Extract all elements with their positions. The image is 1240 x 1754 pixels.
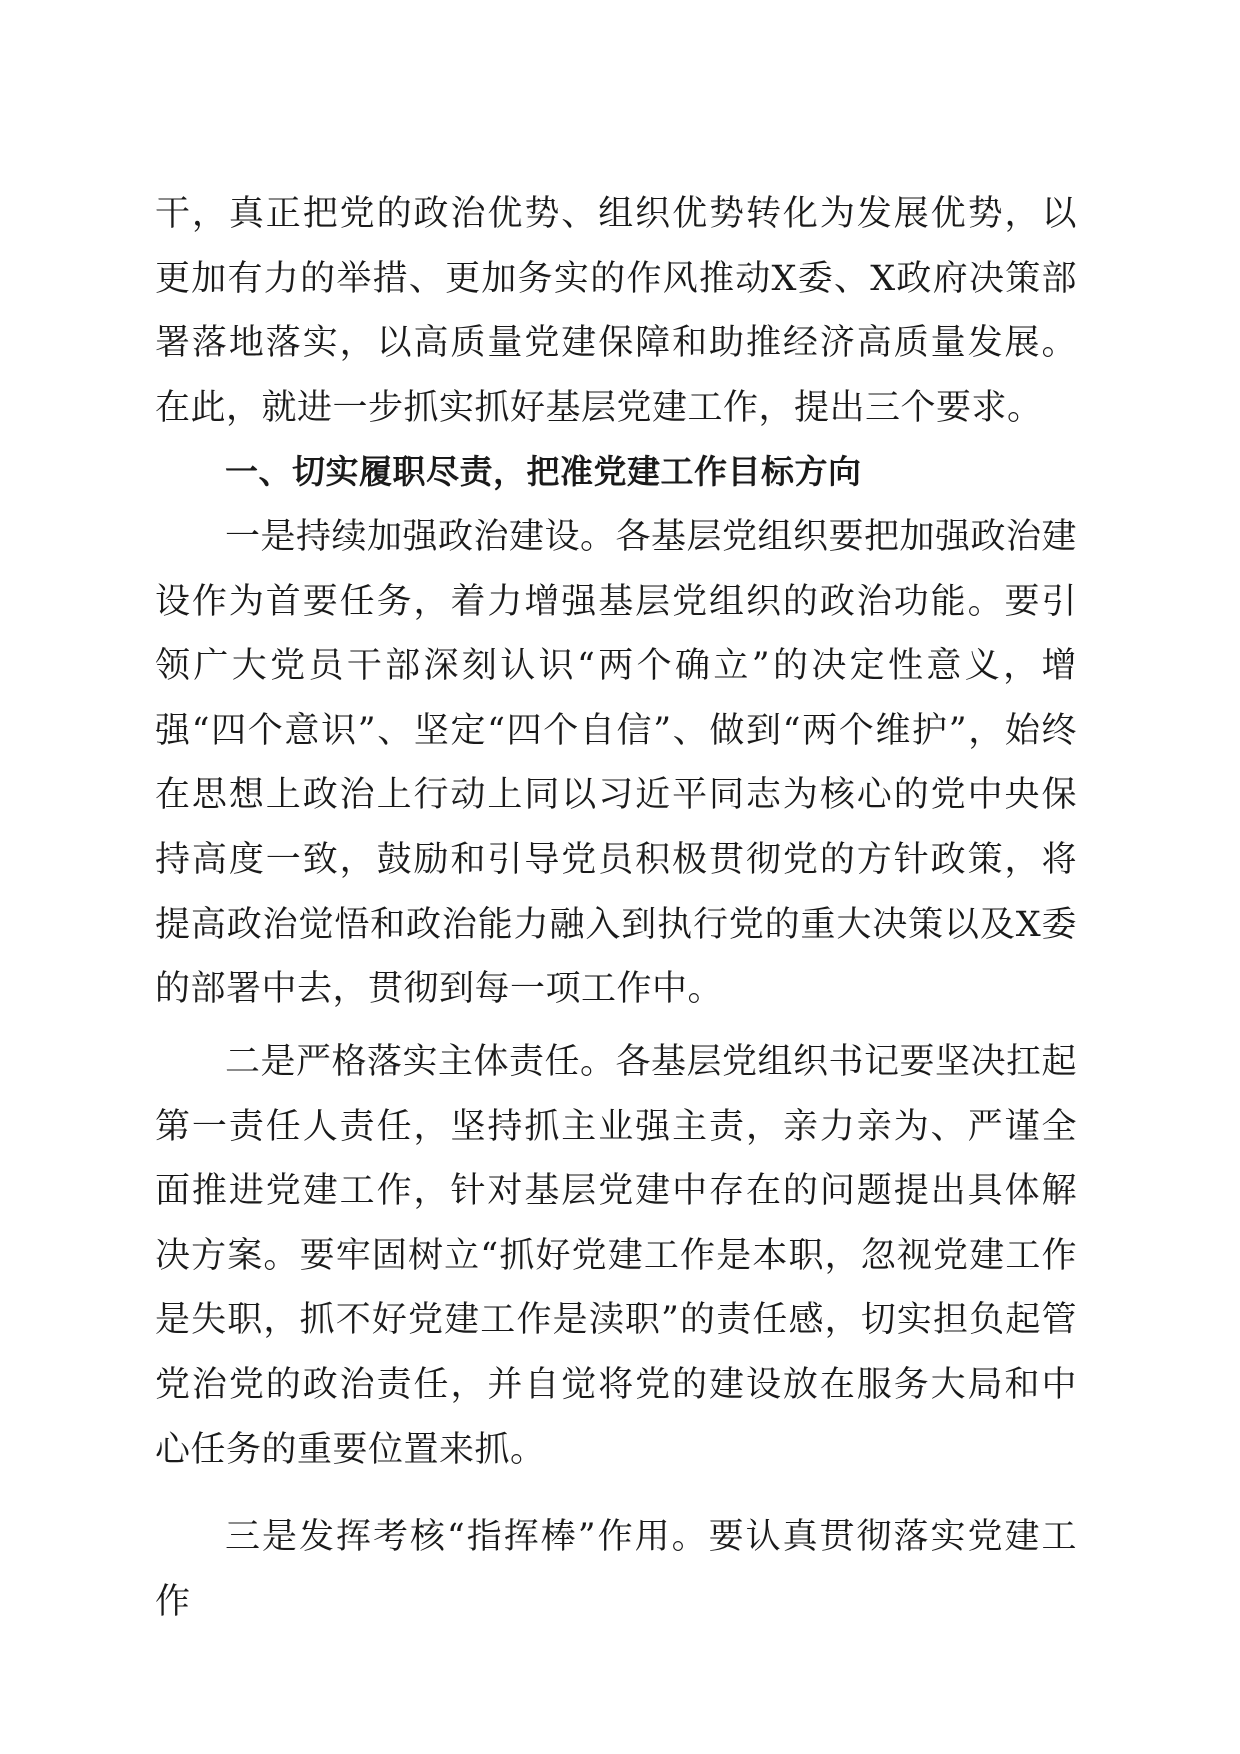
body-paragraph-3	[155, 1030, 1077, 1482]
body-paragraph-2	[155, 505, 1077, 1022]
paragraph-text: 三是发挥考核“指挥棒”作用。要认真贯彻落实党建工作	[155, 1517, 1077, 1622]
body-paragraph-4	[155, 1505, 1077, 1634]
paragraph-text: 干，真正把党的政治优势、组织优势转化为发展优势，以更加有力的举措、更加务实的作风推动X委、X政府决策部署落地落实，以高质量党建保障和助推经济高质量发展。在此，就进一步抓实抓好基层党建工作，提出三个要求。	[155, 194, 1077, 428]
paragraph-text: 一是持续加强政治建设。各基层党组织要把加强政治建设作为首要任务，着力增强基层党组织的政治功能。要引领广大党员干部深刻认识“两个确立”的决定性意义，增强“四个意识”、坚定“四个自信”、做到“两个维护”，始终在思想上政治上行动上同以习近平同志为核心的党中央保持高度一致，鼓励和引导党员积极贯彻党的方针政策，将提高政治觉悟和政治能力融入到执行党的重大决策以及X委的部署中去，贯彻到每一项工作中。	[155, 517, 1078, 1010]
section-heading-1: 一、切实履职尽责，把准党建工作目标方向	[225, 452, 862, 491]
body-paragraph-1	[155, 182, 1077, 440]
paragraph-text: 二是严格落实主体责任。各基层党组织书记要坚决扛起第一责任人责任，坚持抓主业强主责，亲力亲为、严谨全面推进党建工作，针对基层党建中存在的问题提出具体解决方案。要牢固树立“抓好党建工作是本职，忽视党建工作是失职，抓不好党建工作是渎职”的责任感，切实担负起管党治党的政治责任，并自觉将党的建设放在服务大局和中心任务的重要位置来抓。	[155, 1042, 1078, 1470]
